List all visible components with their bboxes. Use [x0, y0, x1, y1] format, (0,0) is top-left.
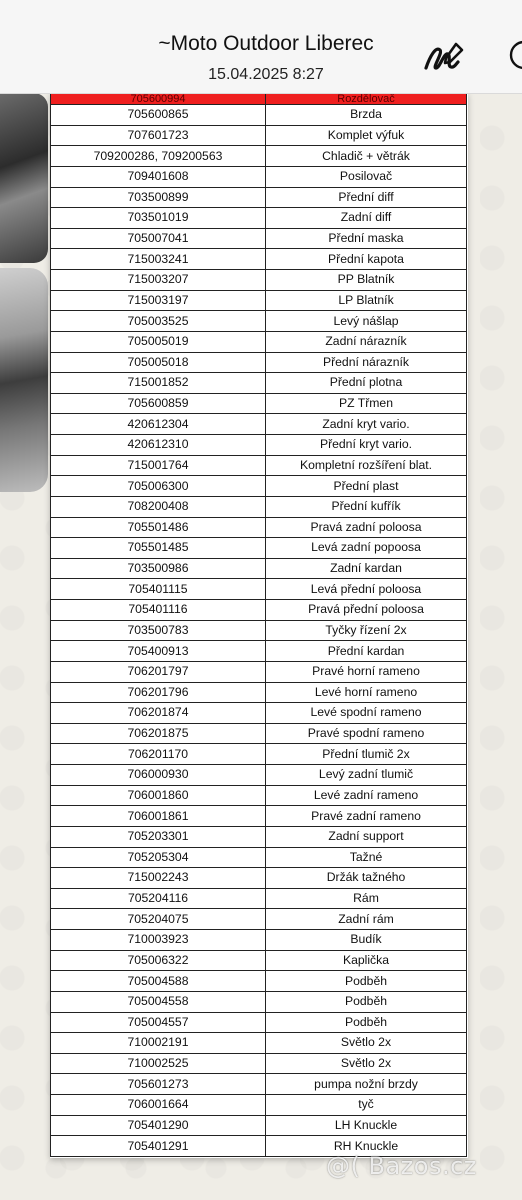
- table-row: [51, 517, 467, 538]
- part-code-cell: 705401115: [51, 579, 266, 600]
- image-viewer-header: [0, 0, 522, 94]
- part-code-cell: 705501485: [51, 538, 266, 559]
- table-row-highlighted: [51, 94, 467, 105]
- table-row: [51, 311, 467, 332]
- part-code-cell: 705005018: [51, 352, 266, 373]
- part-code-cell: 706001861: [51, 806, 266, 827]
- document-image: [50, 93, 468, 1158]
- part-name-cell: RH Knuckle: [266, 1136, 467, 1157]
- part-name-cell: PP Blatník: [266, 270, 467, 291]
- table-row: [51, 723, 467, 744]
- table-row: [51, 1012, 467, 1033]
- part-code-cell: 715002243: [51, 868, 266, 889]
- part-name-cell: Zadní diff: [266, 208, 467, 229]
- part-code-cell: 715003197: [51, 290, 266, 311]
- table-row: [51, 270, 467, 291]
- bazos-watermark: @( Bazos.cz: [326, 1152, 477, 1180]
- part-name-cell: Komplet výfuk: [266, 125, 467, 146]
- part-name-cell: Budík: [266, 930, 467, 951]
- part-name-cell: Zadní rám: [266, 909, 467, 930]
- part-code-cell: 706001664: [51, 1095, 266, 1116]
- table-row: [51, 476, 467, 497]
- part-name-cell: Tyčky řízení 2x: [266, 620, 467, 641]
- part-name-cell: Zadní kryt vario.: [266, 414, 467, 435]
- part-name-cell: Světlo 2x: [266, 1033, 467, 1054]
- part-name-cell: Pravé zadní rameno: [266, 806, 467, 827]
- table-row: [51, 806, 467, 827]
- part-code-cell: 705004558: [51, 991, 266, 1012]
- part-name-cell: Přední maska: [266, 228, 467, 249]
- part-name-cell: Přední diff: [266, 187, 467, 208]
- part-code-cell: 706201875: [51, 723, 266, 744]
- part-name-cell: PZ Třmen: [266, 393, 467, 414]
- table-row: [51, 352, 467, 373]
- table-row: [51, 538, 467, 559]
- part-code-cell: 707601723: [51, 125, 266, 146]
- part-name-cell: Přední plast: [266, 476, 467, 497]
- part-code-cell: 706201797: [51, 661, 266, 682]
- table-row: [51, 930, 467, 951]
- table-row: [51, 744, 467, 765]
- table-row: [51, 496, 467, 517]
- part-name-cell: LP Blatník: [266, 290, 467, 311]
- part-code-cell: 710003923: [51, 930, 266, 951]
- part-name-cell: Brzda: [266, 105, 467, 126]
- pen-scribble-icon[interactable]: [420, 38, 466, 76]
- part-code-cell: 705006300: [51, 476, 266, 497]
- part-name-cell: Levý nášlap: [266, 311, 467, 332]
- part-code-cell: 705401116: [51, 600, 266, 621]
- part-name-cell: Posilovač: [266, 166, 467, 187]
- table-row: [51, 455, 467, 476]
- table-row: [51, 971, 467, 992]
- table-row: [51, 703, 467, 724]
- part-name-cell: Přední tlumič 2x: [266, 744, 467, 765]
- part-code-cell: 709200286, 709200563: [51, 146, 266, 167]
- part-name-cell: pumpa nožní brzdy: [266, 1074, 467, 1095]
- part-code-cell: 706201796: [51, 682, 266, 703]
- part-name-cell: Levé spodní rameno: [266, 703, 467, 724]
- chat-title[interactable]: ~Moto Outdoor Liberec: [158, 32, 374, 55]
- part-name-cell: Přední kryt vario.: [266, 435, 467, 456]
- table-row: [51, 785, 467, 806]
- part-name-cell: Pravé spodní rameno: [266, 723, 467, 744]
- part-name-cell: Levá přední poloosa: [266, 579, 467, 600]
- previous-image-thumbnail[interactable]: [0, 93, 48, 263]
- part-name-cell: Podběh: [266, 1012, 467, 1033]
- table-row: [51, 950, 467, 971]
- part-code-cell: 706001860: [51, 785, 266, 806]
- part-code-cell: 715001764: [51, 455, 266, 476]
- part-name-cell: Tažné: [266, 847, 467, 868]
- table-row: [51, 373, 467, 394]
- table-row: [51, 1074, 467, 1095]
- part-name-cell: Zadní kardan: [266, 558, 467, 579]
- part-code-cell: 710002525: [51, 1053, 266, 1074]
- part-code-cell: 705600859: [51, 393, 266, 414]
- table-row: [51, 868, 467, 889]
- table-row: [51, 228, 467, 249]
- table-row: [51, 393, 467, 414]
- part-code-cell: 705600994: [51, 94, 266, 105]
- table-row: [51, 1053, 467, 1074]
- part-name-cell: Pravá přední poloosa: [266, 600, 467, 621]
- message-timestamp: 15.04.2025 8:27: [208, 66, 324, 83]
- part-code-cell: 703500899: [51, 187, 266, 208]
- part-name-cell: Rozdělovač: [266, 94, 467, 105]
- table-row: [51, 1033, 467, 1054]
- part-name-cell: tyč: [266, 1095, 467, 1116]
- table-row: [51, 435, 467, 456]
- part-code-cell: 703501019: [51, 208, 266, 229]
- table-row: [51, 661, 467, 682]
- table-row: [51, 682, 467, 703]
- part-code-cell: 709401608: [51, 166, 266, 187]
- part-name-cell: Levá zadní popoosa: [266, 538, 467, 559]
- table-row: [51, 558, 467, 579]
- part-code-cell: 705006322: [51, 950, 266, 971]
- part-code-cell: 705501486: [51, 517, 266, 538]
- table-row: [51, 600, 467, 621]
- part-code-cell: 705203301: [51, 826, 266, 847]
- part-name-cell: Rám: [266, 888, 467, 909]
- table-row: [51, 909, 467, 930]
- part-name-cell: Přední kapota: [266, 249, 467, 270]
- part-code-cell: 706000930: [51, 765, 266, 786]
- part-code-cell: 715003207: [51, 270, 266, 291]
- part-code-cell: 705401291: [51, 1136, 266, 1157]
- ellipsis-icon[interactable]: [508, 40, 522, 70]
- part-name-cell: Kompletní rozšíření blat.: [266, 455, 467, 476]
- previous-image-thumbnail-2[interactable]: [0, 268, 48, 492]
- table-row: [51, 826, 467, 847]
- part-code-cell: 703500986: [51, 558, 266, 579]
- part-code-cell: 705600865: [51, 105, 266, 126]
- table-row: [51, 331, 467, 352]
- table-row: [51, 641, 467, 662]
- part-code-cell: 705205304: [51, 847, 266, 868]
- table-row: [51, 579, 467, 600]
- table-row: [51, 208, 467, 229]
- part-code-cell: 705204116: [51, 888, 266, 909]
- part-name-cell: Podběh: [266, 991, 467, 1012]
- part-name-cell: Pravá zadní poloosa: [266, 517, 467, 538]
- part-code-cell: 703500783: [51, 620, 266, 641]
- part-code-cell: 705003525: [51, 311, 266, 332]
- part-code-cell: 705004588: [51, 971, 266, 992]
- part-code-cell: 710002191: [51, 1033, 266, 1054]
- part-name-cell: Chladič + větrák: [266, 146, 467, 167]
- table-row: [51, 125, 467, 146]
- table-row: [51, 290, 467, 311]
- part-code-cell: 706201874: [51, 703, 266, 724]
- table-row: [51, 765, 467, 786]
- table-row: [51, 146, 467, 167]
- part-name-cell: Levý zadní tlumič: [266, 765, 467, 786]
- part-code-cell: 705601273: [51, 1074, 266, 1095]
- table-row: [51, 991, 467, 1012]
- part-name-cell: Levé zadní rameno: [266, 785, 467, 806]
- table-row: [51, 414, 467, 435]
- table-row: [51, 166, 467, 187]
- table-row: [51, 888, 467, 909]
- part-code-cell: 705400913: [51, 641, 266, 662]
- part-name-cell: Zadní nárazník: [266, 331, 467, 352]
- part-name-cell: Pravé horní rameno: [266, 661, 467, 682]
- part-code-cell: 705004557: [51, 1012, 266, 1033]
- part-name-cell: Zadní support: [266, 826, 467, 847]
- part-name-cell: Levé horní rameno: [266, 682, 467, 703]
- table-row: [51, 1115, 467, 1136]
- part-name-cell: Kaplička: [266, 950, 467, 971]
- part-name-cell: Podběh: [266, 971, 467, 992]
- table-row: [51, 1095, 467, 1116]
- part-code-cell: 420612310: [51, 435, 266, 456]
- part-code-cell: 705401290: [51, 1115, 266, 1136]
- table-row: [51, 847, 467, 868]
- table-row: [51, 105, 467, 126]
- table-row: [51, 187, 467, 208]
- part-code-cell: 715003241: [51, 249, 266, 270]
- part-code-cell: 706201170: [51, 744, 266, 765]
- part-code-cell: 715001852: [51, 373, 266, 394]
- table-row: [51, 249, 467, 270]
- part-name-cell: Přední nárazník: [266, 352, 467, 373]
- part-name-cell: Světlo 2x: [266, 1053, 467, 1074]
- part-name-cell: Přední kardan: [266, 641, 467, 662]
- part-name-cell: Přední kufřík: [266, 496, 467, 517]
- part-name-cell: Držák tažného: [266, 868, 467, 889]
- part-code-cell: 705005019: [51, 331, 266, 352]
- part-code-cell: 705204075: [51, 909, 266, 930]
- parts-table: [50, 93, 467, 1157]
- part-name-cell: Přední plotna: [266, 373, 467, 394]
- table-row: [51, 620, 467, 641]
- part-code-cell: 708200408: [51, 496, 266, 517]
- part-name-cell: LH Knuckle: [266, 1115, 467, 1136]
- part-code-cell: 420612304: [51, 414, 266, 435]
- part-code-cell: 705007041: [51, 228, 266, 249]
